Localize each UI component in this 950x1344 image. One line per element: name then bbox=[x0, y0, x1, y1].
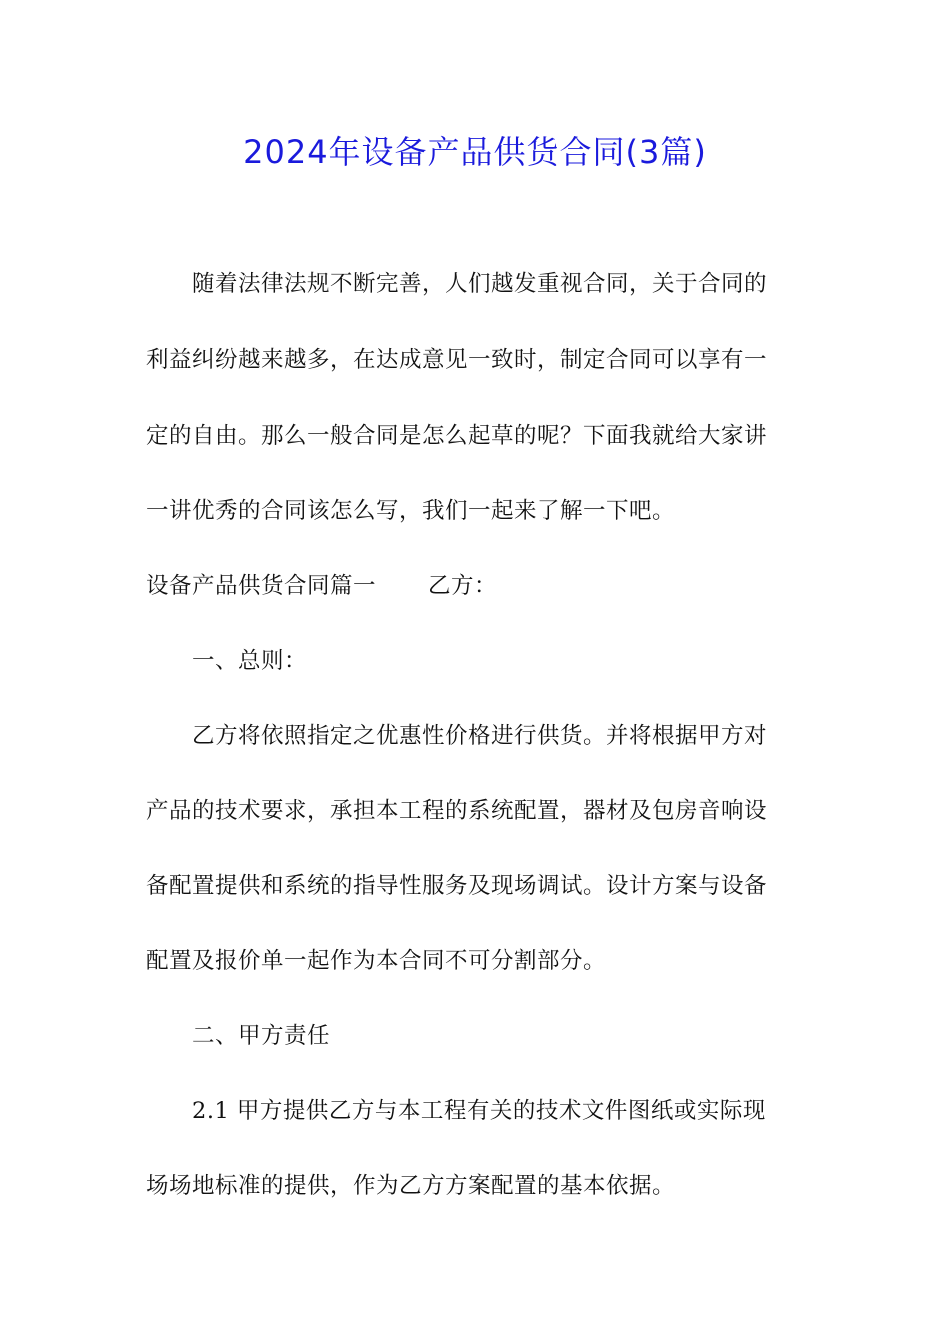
clause-2-1-line-2: 场场地标准的提供，作为乙方方案配置的基本依据。 bbox=[146, 1173, 676, 1199]
section-heading-row bbox=[146, 570, 806, 602]
document-title: 2024年设备产品供货合同(3篇) bbox=[243, 133, 707, 171]
general-line-4: 配置及报价单一起作为本合同不可分割部分。 bbox=[146, 948, 607, 974]
intro-line-3: 定的自由。那么一般合同是怎么起草的呢？下面我就给大家讲 bbox=[146, 423, 768, 449]
intro-line-1: 随着法律法规不断完善，人们越发重视合同，关于合同的 bbox=[146, 271, 768, 297]
section-heading: 设备产品供货合同篇一 bbox=[146, 573, 377, 599]
clause-heading-party-a: 二、甲方责任 bbox=[146, 1023, 331, 1049]
general-line-1: 乙方将依照指定之优惠性价格进行供货。并将根据甲方对 bbox=[146, 723, 768, 749]
general-line-2: 产品的技术要求，承担本工程的系统配置，器材及包房音响设 bbox=[146, 798, 768, 824]
general-line-3: 备配置提供和系统的指导性服务及现场调试。设计方案与设备 bbox=[146, 873, 768, 899]
clause-2-1-line-1: 2.1 甲方提供乙方与本工程有关的技术文件图纸或实际现 bbox=[146, 1098, 766, 1124]
intro-line-2: 利益纠纷越来越多，在达成意见一致时，制定合同可以享有一 bbox=[146, 347, 768, 373]
party-b-label: 乙方： bbox=[428, 573, 498, 599]
clause-heading-general: 一、总则： bbox=[146, 648, 308, 674]
intro-line-4: 一讲优秀的合同该怎么写，我们一起来了解一下吧。 bbox=[146, 498, 676, 524]
